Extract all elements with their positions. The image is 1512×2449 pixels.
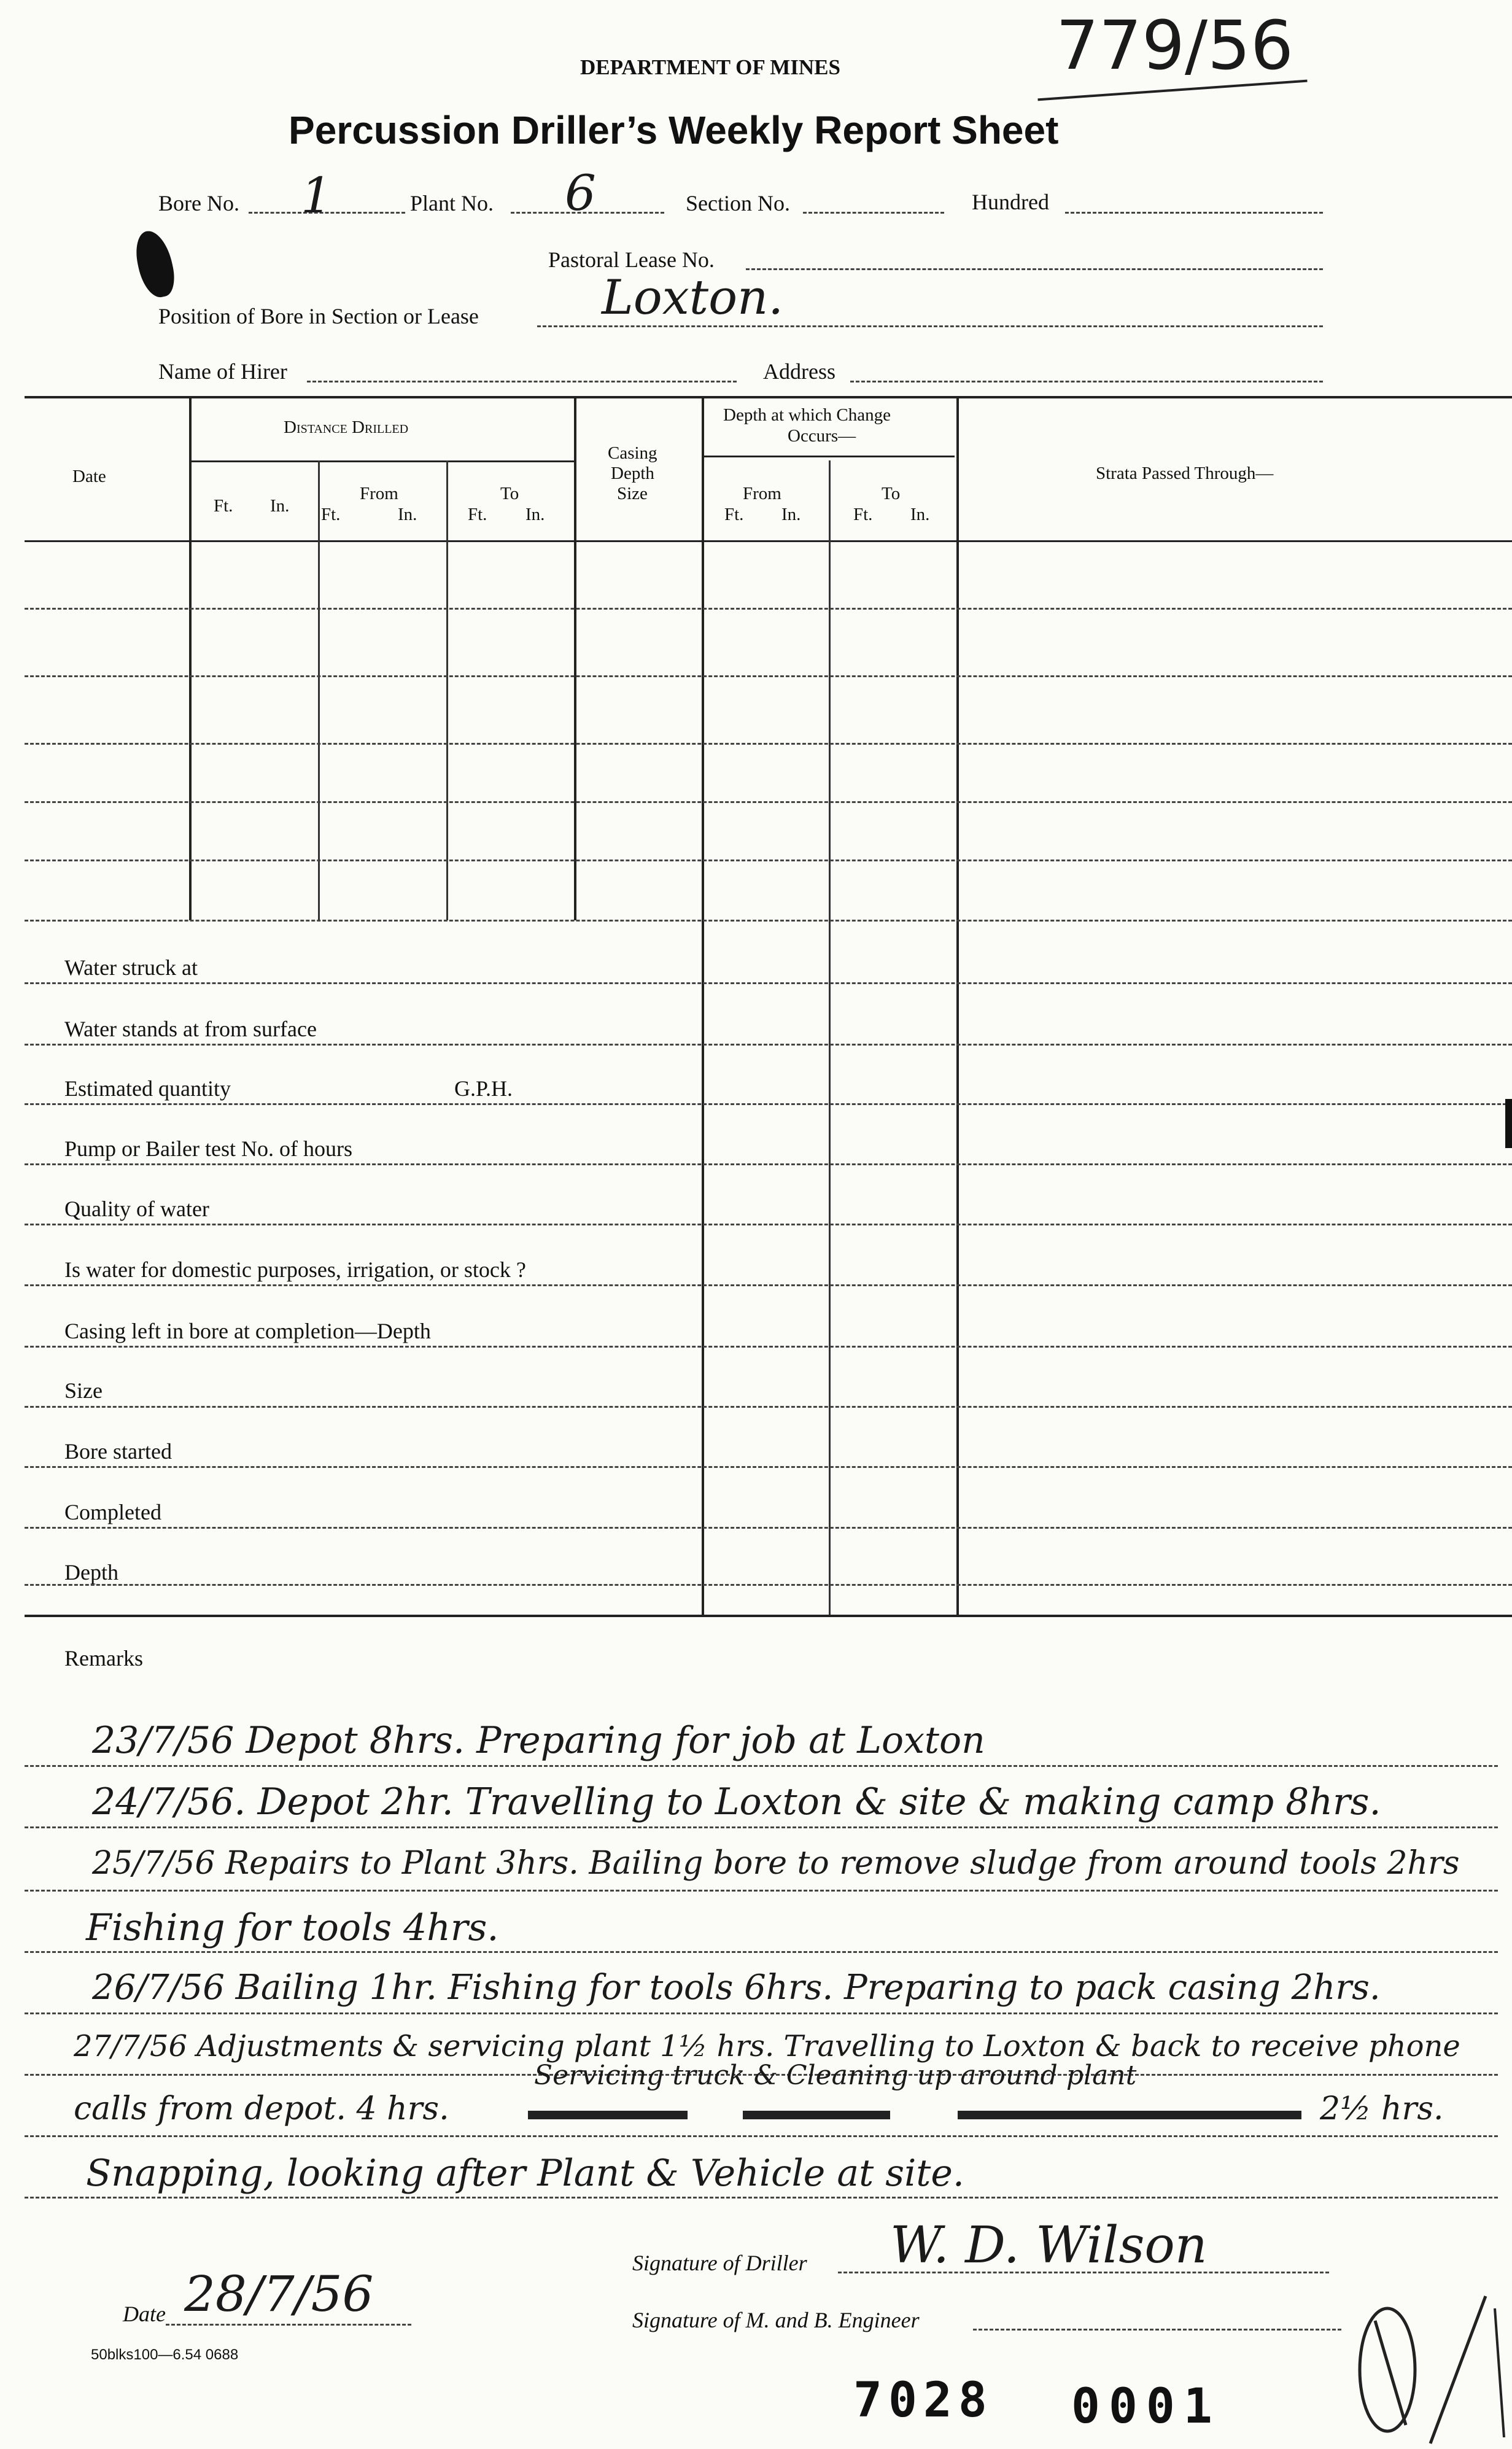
table-row-line: [25, 675, 1512, 677]
header-in-3: In.: [525, 505, 545, 524]
remark-insertion: Servicing truck & Cleaning up around plant: [534, 2060, 1137, 2091]
page-number: 0001: [1071, 2379, 1221, 2434]
position-value: Loxton.: [602, 270, 784, 325]
hundred-line: [1065, 212, 1323, 214]
header-in-2: In.: [398, 505, 417, 524]
header-in-1: In.: [270, 496, 290, 516]
position-line: [537, 325, 1323, 327]
water-row-line: [25, 1584, 1512, 1586]
water-row-line: [25, 982, 1512, 984]
remark-entry: Snapping, looking after Plant & Vehicle at site.: [86, 2152, 964, 2195]
header-depth-to: To: [882, 484, 901, 503]
header-distance-drilled: Distance Drilled: [284, 417, 409, 437]
table-row-line: [25, 860, 1512, 861]
water-use-label: Is water for domestic purposes, irrigation, or stock ?: [64, 1257, 526, 1282]
engineer-signature-line: [973, 2329, 1341, 2331]
table-bottom-border: [25, 1615, 1512, 1617]
date-line: [166, 2324, 411, 2326]
remark-line: [25, 2197, 1498, 2199]
date-label: Date: [123, 2302, 166, 2326]
col-date-right: [189, 397, 192, 920]
water-row-line: [25, 1466, 1512, 1468]
water-row-line: [25, 1527, 1512, 1529]
remark-entry: 27/7/56 Adjustments & servicing plant 1½ hrs. Travelling to Loxton & back to receive phone: [74, 2029, 1460, 2063]
water-row-line: [25, 1406, 1512, 1408]
completed-label: Completed: [64, 1500, 161, 1524]
header-to: To: [500, 484, 519, 503]
header-strata: Strata Passed Through—: [1096, 464, 1274, 483]
gph-label: G.P.H.: [454, 1076, 513, 1101]
edge-mark: [1505, 1099, 1512, 1148]
header-depth-from: From: [743, 484, 781, 503]
section-no-label: Section No.: [686, 191, 790, 215]
header-depth-in-1: In.: [781, 505, 801, 524]
table-row-line: [25, 801, 1512, 803]
water-stands-label: Water stands at from surface: [64, 1017, 317, 1041]
distance-sub-2: [446, 460, 448, 920]
depth-label: Depth: [64, 1560, 118, 1585]
remark-line: [25, 1826, 1498, 1828]
col-distance-right: [574, 397, 576, 920]
print-code: 50blks100—6.54 0688: [91, 2346, 239, 2363]
col-casing-right: [702, 397, 704, 1616]
remark-entry: calls from depot. 4 hrs.: [74, 2090, 449, 2127]
header-depth-ft-2: Ft.: [853, 505, 873, 524]
crossed-out-text: [958, 2111, 1301, 2119]
bore-started-label: Bore started: [64, 1439, 172, 1464]
col-depth-right: [956, 397, 959, 1616]
engineer-signature-label: Signature of M. and B. Engineer: [632, 2308, 920, 2332]
water-quality-label: Quality of water: [64, 1197, 209, 1221]
department-heading: DEPARTMENT OF MINES: [580, 55, 840, 79]
remark-entry: 25/7/56 Repairs to Plant 3hrs. Bailing bore to remove sludge from around tools 2hrs: [92, 1845, 1460, 1882]
hirer-line: [307, 381, 737, 382]
size-label: Size: [64, 1378, 103, 1403]
header-depth-ft-1: Ft.: [724, 505, 744, 524]
remark-line: [25, 2135, 1498, 2137]
remark-entry: 24/7/56. Depot 2hr. Travelling to Loxton & site & making camp 8hrs.: [92, 1780, 1381, 1823]
remark-line: [25, 1951, 1498, 1953]
remark-line: [25, 1890, 1498, 1892]
page-title: Percussion Driller’s Weekly Report Sheet: [289, 108, 1059, 152]
col-depth-mid: [829, 460, 831, 1616]
casing-left-label: Casing left in bore at completion—Depth: [64, 1319, 431, 1343]
distance-sub-line: [190, 460, 574, 462]
hundred-label: Hundred: [972, 190, 1049, 214]
header-ft-1: Ft.: [214, 496, 233, 516]
remark-entry: 26/7/56 Bailing 1hr. Fishing for tools 6hrs. Preparing to pack casing 2hrs.: [92, 1968, 1381, 2008]
file-number: 779/56: [1056, 6, 1293, 85]
header-depth-in-2: In.: [910, 505, 930, 524]
distance-sub-1: [318, 460, 320, 920]
header-casing-3: Size: [617, 484, 648, 503]
header-bottom-border: [25, 540, 1512, 542]
ink-blot: [131, 227, 179, 300]
remark-entry: 23/7/56 Depot 8hrs. Preparing for job at Loxton: [92, 1719, 985, 1762]
table-top-border: [25, 396, 1512, 398]
table-row-line: [25, 608, 1512, 610]
crossed-out-text: [743, 2111, 890, 2119]
section-no-line: [803, 212, 944, 214]
remark-line: [25, 2012, 1498, 2014]
hirer-label: Name of Hirer: [158, 359, 287, 384]
remarks-label: Remarks: [64, 1646, 143, 1671]
bore-no-label: Bore No.: [158, 191, 239, 215]
document-number: 7028: [853, 2373, 993, 2428]
address-line: [850, 381, 1323, 382]
driller-signature: W. D. Wilson: [890, 2216, 1208, 2275]
header-ft-3: Ft.: [468, 505, 487, 524]
corner-scribble: [1338, 2284, 1512, 2449]
estimated-quantity-label: Estimated quantity: [64, 1076, 231, 1101]
header-ft-2: Ft.: [321, 505, 341, 524]
water-row-line: [25, 1284, 1512, 1286]
water-struck-label: Water struck at: [64, 955, 198, 980]
position-label: Position of Bore in Section or Lease: [158, 304, 479, 328]
table-row-line: [25, 920, 1512, 922]
water-row-line: [25, 1103, 1512, 1105]
crossed-out-text: [528, 2111, 688, 2119]
remark-line: [25, 1765, 1498, 1767]
header-casing-1: Casing: [608, 443, 657, 463]
address-label: Address: [763, 359, 835, 384]
header-depth-change-1: Depth at which Change: [723, 405, 891, 425]
pastoral-lease-line: [746, 268, 1323, 270]
water-row-line: [25, 1163, 1512, 1165]
water-row-line: [25, 1044, 1512, 1046]
table-row-line: [25, 743, 1512, 745]
water-row-line: [25, 1346, 1512, 1348]
water-row-line: [25, 1224, 1512, 1225]
driller-signature-label: Signature of Driller: [632, 2251, 807, 2275]
header-depth-change-2: Occurs—: [788, 426, 856, 446]
header-casing-2: Depth: [611, 464, 654, 483]
pastoral-lease-label: Pastoral Lease No.: [548, 247, 715, 272]
header-from: From: [360, 484, 398, 503]
plant-no-value: 6: [565, 165, 596, 222]
header-date: Date: [72, 467, 106, 486]
bore-no-value: 1: [301, 167, 332, 224]
depth-sub-line: [703, 456, 955, 457]
plant-no-label: Plant No.: [410, 191, 494, 215]
remark-entry: 2½ hrs.: [1320, 2090, 1444, 2127]
date-value: 28/7/56: [184, 2265, 374, 2323]
pump-test-label: Pump or Bailer test No. of hours: [64, 1136, 352, 1161]
remark-entry: Fishing for tools 4hrs.: [86, 1906, 499, 1949]
